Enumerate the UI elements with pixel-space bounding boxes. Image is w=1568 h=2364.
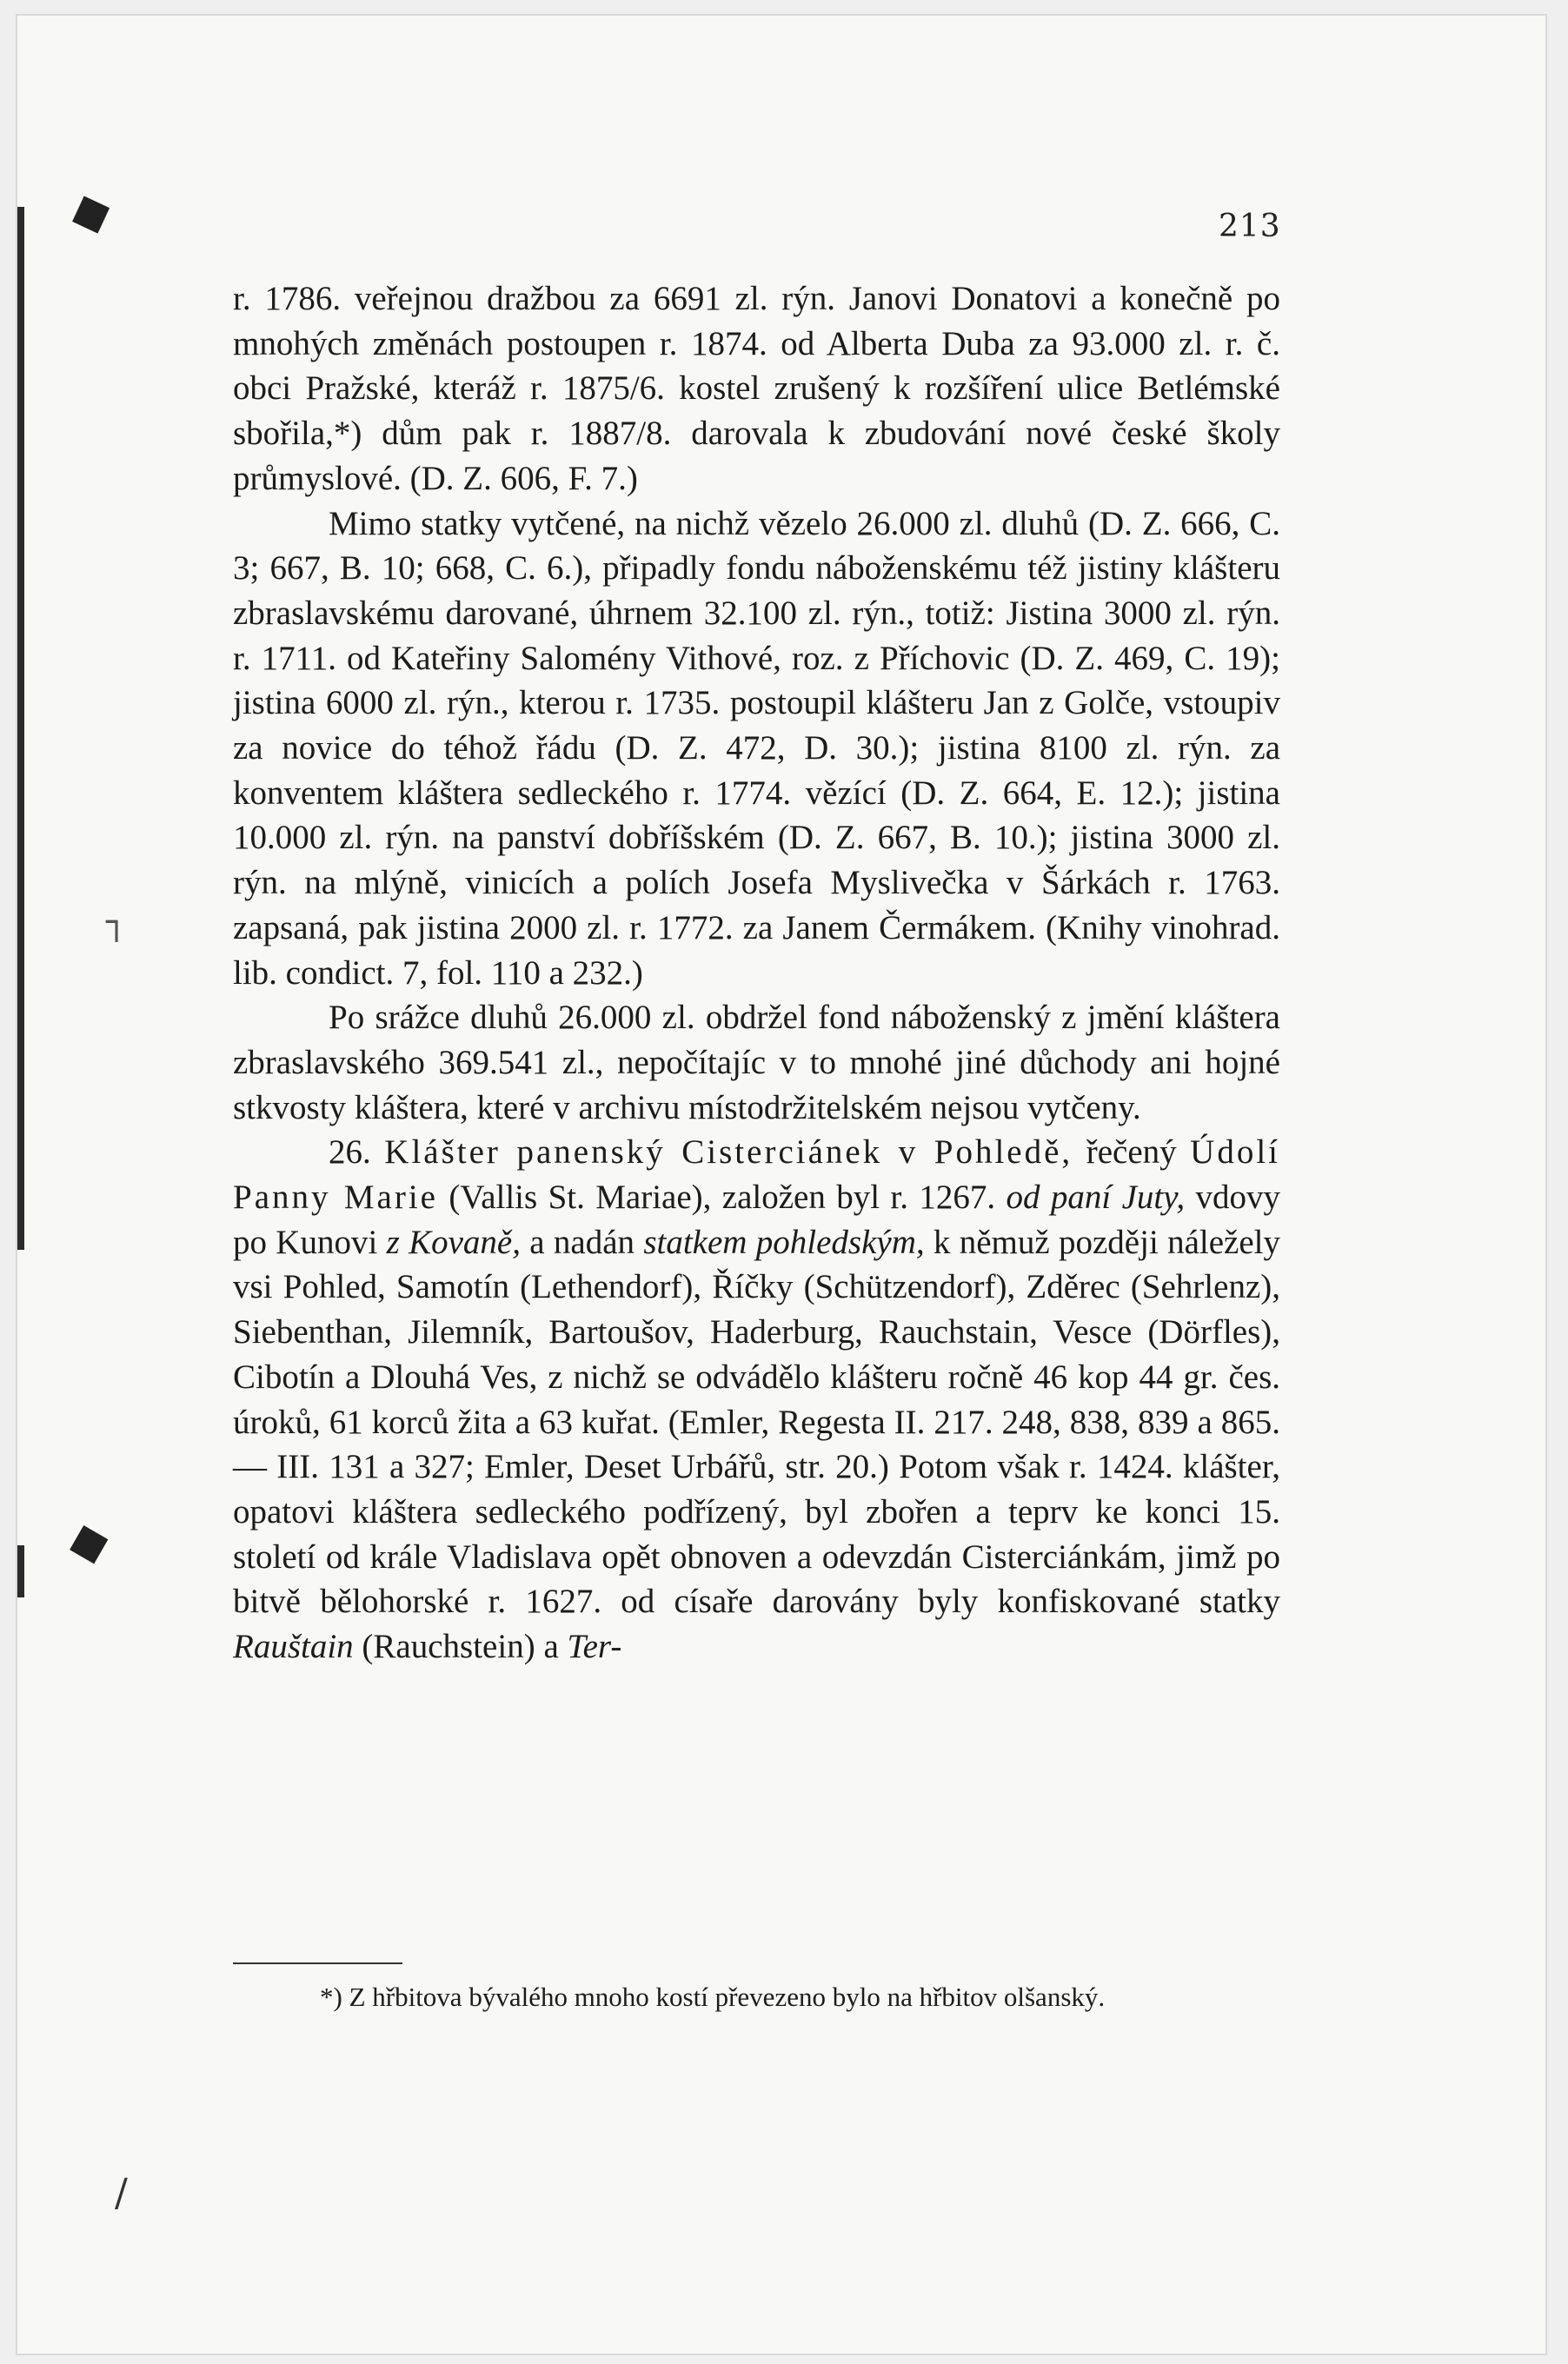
emphasis: z Kovaně, <box>386 1223 521 1261</box>
margin-mark-icon: / <box>115 2171 128 2215</box>
footnote: *) Z hřbitova bývalého mnoho kostí převezeno bylo na hřbitov olšanský. <box>320 1982 1106 2012</box>
text-run: řečený <box>1073 1133 1191 1172</box>
text-run: vdovy po Kunovi <box>233 1179 1281 1261</box>
scan-edge <box>17 207 24 1250</box>
bookmark-arrow-icon: ◆ <box>60 1506 116 1576</box>
section-heading: Klášter panenský Cisterciánek v Pohledě, <box>384 1133 1073 1172</box>
paragraph <box>233 1130 1280 1669</box>
text-run: (Vallis St. Mariae), založen byl r. 1267. <box>438 1179 1007 1217</box>
paragraph: Mimo statky vytčené, na nichž vězelo 26.000 zl. dluhů (D. Z. 666, C. 3; 667, B. 10; 668, C. 6.), připadly fondu náboženskému též jistiny klášteru zbraslavskému darované, úhrnem 32.100 zl. rýn., totiž: Jistina 3000 zl. rýn. r. 1711. od Kateřiny Salomény Vithové, roz. z Příchovic (D. Z. 469, C. 19); jistina 6000 zl. rýn., kterou r. 1735. postoupil klášteru Jan z Golče, vstoupiv za novice do téhož řádu (D. Z. 472, D. 30.); jistina 8100 zl. rýn. za konventem kláštera sedleckého r. 1774. vězící (D. Z. 664, E. 12.); jistina 10.000 zl. rýn. na panství dobříšském (D. Z. 667, B. 10.); jistina 3000 zl. rýn. na mlýně, vinicích a polích Josefa Myslivečka v Šárkách r. 1763. zapsaná, pak jistina 2000 zl. r. 1772. za Janem Čermákem. (Knihy vinohrad. lib. condict. 7, fol. 110 a 232.) <box>233 504 1280 992</box>
paragraph: r. 1786. veřejnou dražbou za 6691 zl. rýn. Janovi Donatovi a konečně po mnohých změnách postoupen r. 1874. od Alberta Duba za 93.000 zl. r. č. obci Pražské, kteráž r. 1875/6. kostel zrušený k rozšíření ulice Betlémské sbořila,*) dům pak r. 1887/8. darovala k zbudování nové české školy průmyslové. (D. Z. 606, F. 7.) <box>233 280 1280 497</box>
emphasis: statkem pohledským, <box>643 1223 925 1261</box>
section-subheading: Údolí Panny Marie <box>233 1133 1281 1217</box>
emphasis: Raušta​in <box>233 1628 354 1666</box>
paragraph: Po srážce dluhů 26.000 zl. obdržel fond náboženský z jmění kláštera zbraslavského 369.541 zl., nepočítajíc v to mnohé jiné důchody ani hojné stkvosty kláštera, které v archivu místodržitelském nejsou vytčeny. <box>233 999 1280 1126</box>
bookmark-arrow-icon: ◆ <box>60 176 119 247</box>
emphasis: od paní Juty, <box>1006 1179 1186 1217</box>
scan-edge <box>17 1545 24 1597</box>
footnote-divider <box>233 1962 402 1964</box>
page-number: 213 <box>1219 209 1281 244</box>
document-page <box>17 16 1545 2354</box>
text-run: (Rauchstein) a <box>353 1628 568 1666</box>
text-run: 26. <box>329 1133 385 1172</box>
margin-mark-icon: ┐ <box>106 902 128 942</box>
text-run: k němuž později náležely vsi Pohled, Samotín (Lethendorf), Říčky (Schützendorf), Zděrec (Sehrlenz), Siebenthan, Jilemník, Bartoušov, Haderburg, Rauchstain, Vesce (Dörfles), Cibotín a Dlouhá Ves, z nichž se odvádělo klášteru ročně 46 kop 44 gr. čes. úroků, 61 korců žita a 63 kuřat. (Emler, Regesta II. 217. 248, 838, 839 a 865. — III. 131 a 327; Emler, Deset Urbářů, str. 20.) Potom však r. 1424. klášter, opatovi kláštera sedleckého podřízený, byl zbořen a teprv ke konci 15. století od krále Vladislava opět obnoven a odevzdán Cisterciánkám, jimž po bitvě bělohorské r. 1627. od císaře darovány byly konfiskované statky <box>233 1223 1280 1621</box>
emphasis: Ter- <box>567 1628 622 1666</box>
text-run: a nadán <box>520 1223 644 1261</box>
body-text <box>233 276 1280 1670</box>
